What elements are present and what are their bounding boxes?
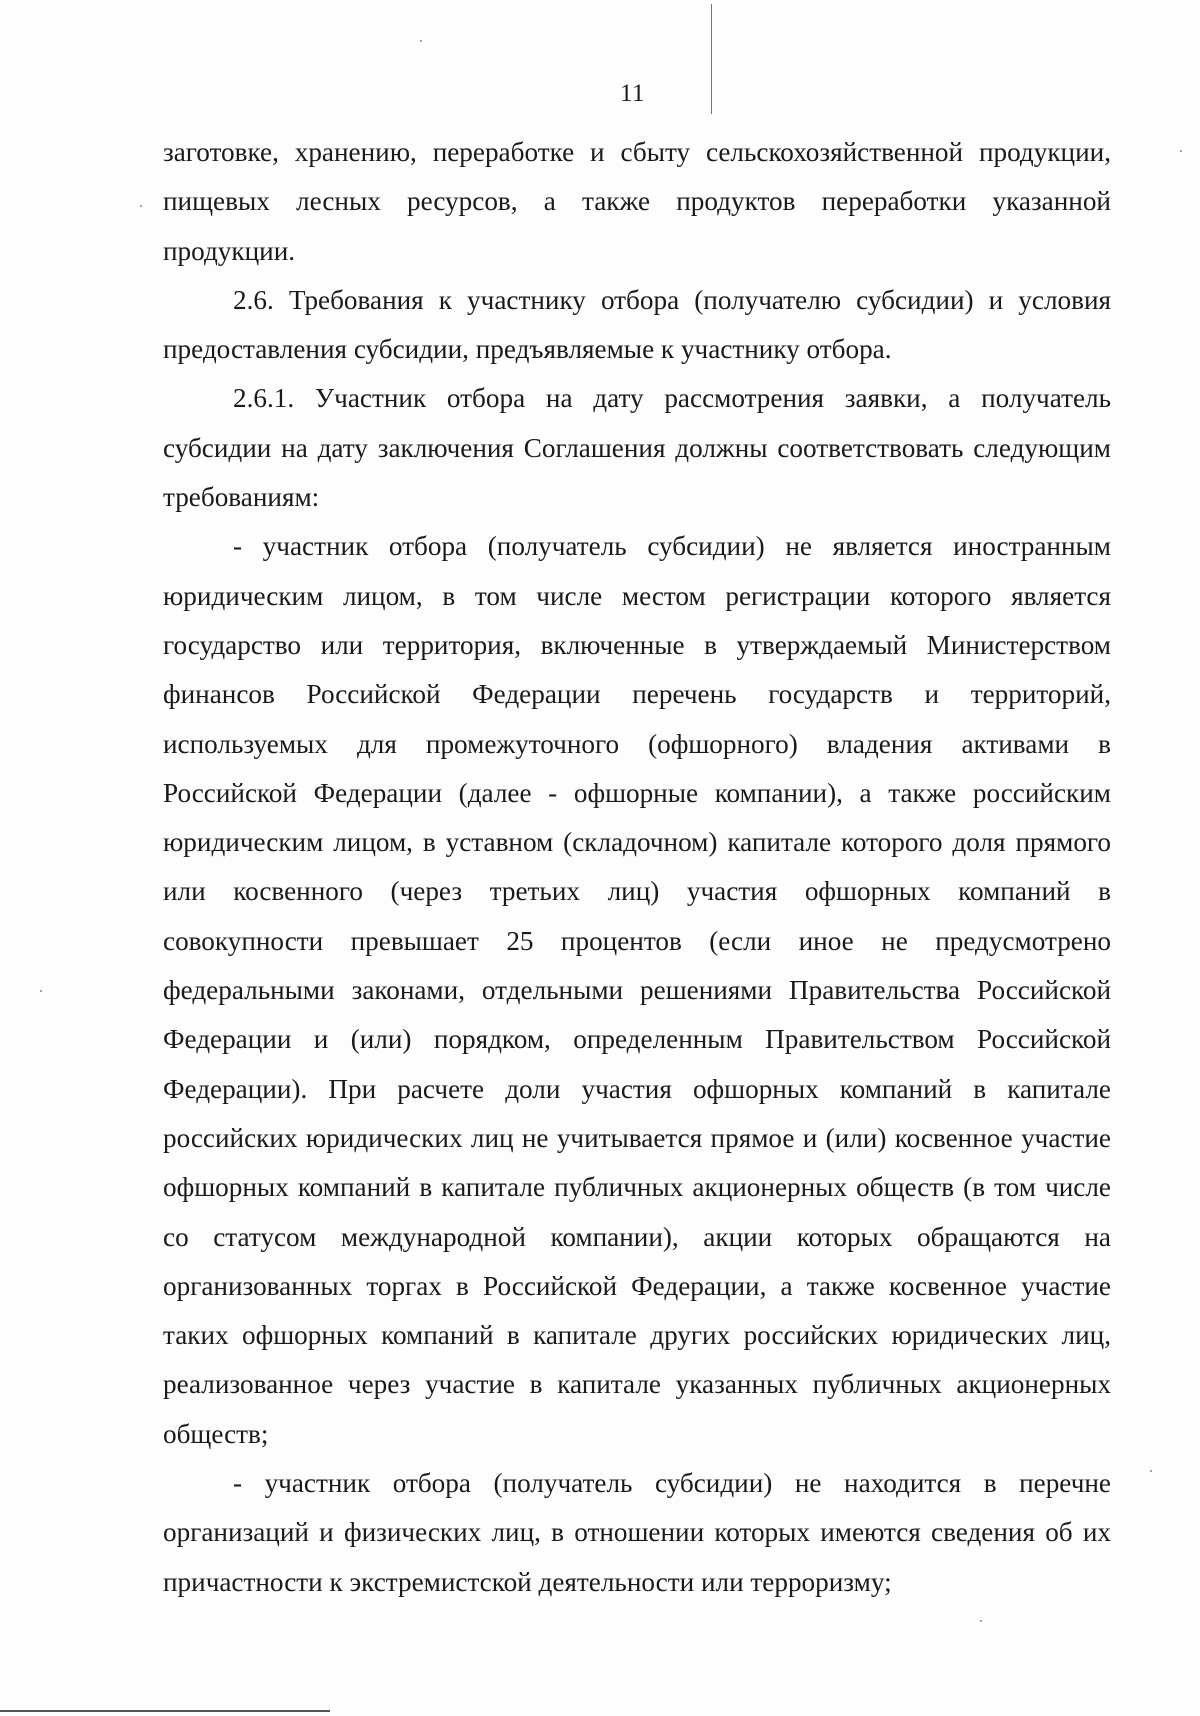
scan-speck bbox=[1180, 150, 1182, 152]
paragraph-extremism-requirement: - участник отбора (получатель субсидии) не находится в перечне организаций и физических лиц, в отношении которых имеются сведения об их причастности к экстремистской деятельности или терроризму; bbox=[163, 1468, 1111, 1597]
page-number: 11 bbox=[619, 80, 646, 107]
paragraph-offshore-requirement: - участник отбора (получатель субсидии) не является иностранным юридическим лицом, в том числе местом регистрации которого является государство или территория, включенные в утверждаемый Министерством финансов Российской Федерации перечень государств и территорий, используемых для промежуточного (офшорного) владения активами в Российской Федерации (далее - офшорные компании), а также российским юридическим лицом, в уставном (складочном) капитале которого доля прямого или косвенного (через третьих лиц) участия офшорных компаний в совокупности превышает 25 процентов (если иное не предусмотрено федеральными законами, отдельными решениями Правительства Российской Федерации и (или) порядком, определенным Правительством Российской Федерации). При расчете доли участия офшорных компаний в капитале российских юридических лиц не учитывается прямое и (или) косвенное участие офшорных компаний в капитале публичных акционерных обществ (в том числе со статусом международной компании), акции которых обращаются на организованных торгах в Российской Федерации, а также косвенное участие таких офшорных компаний в капитале других российских юридических лиц, реализованное через участие в капитале указанных публичных акционерных обществ; bbox=[163, 531, 1111, 1449]
paragraph-section-2-6: 2.6. Требования к участнику отбора (получателю субсидии) и условия предоставления субсидии, предъявляемые к участнику отбора. bbox=[163, 284, 1111, 365]
scan-speck bbox=[140, 205, 142, 207]
paragraph-section-2-6-1: 2.6.1. Участник отбора на дату рассмотрения заявки, а получатель субсидии на дату заключения Соглашения должны соответствовать следующим требованиям: bbox=[163, 383, 1111, 513]
document-body bbox=[163, 128, 1111, 1607]
scan-speck bbox=[40, 990, 42, 992]
scan-speck bbox=[980, 1620, 982, 1622]
paragraph-continuation: заготовке, хранению, переработке и сбыту сельскохозяйственной продукции, пищевых лесных ресурсов, а также продуктов переработки указанной продукции. bbox=[163, 137, 1111, 266]
scan-speck bbox=[1150, 1470, 1152, 1472]
bottom-rule bbox=[0, 1710, 330, 1712]
scan-speck bbox=[420, 40, 422, 42]
